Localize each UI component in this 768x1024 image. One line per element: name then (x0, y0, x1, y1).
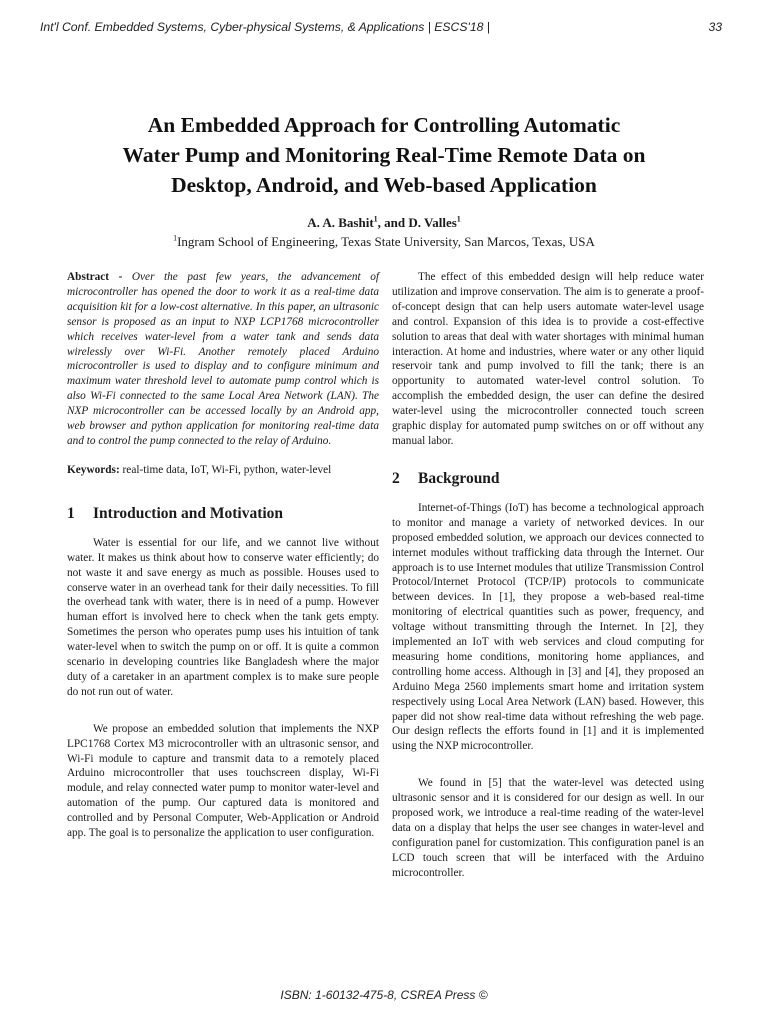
author-1: A. A. Bashit (307, 215, 374, 230)
section-1-number: 1 (67, 504, 75, 522)
abstract-text: Over the past few years, the advancement of microcontroller has opened the door to work it as a real-time data acquisition kit for a low-cost alternative. In this paper, an ultrasonic sensor is proposed as an input to NXP LCP1768 microcontroller which receives water-level from a water tank and sends data wirelessly over Wi-Fi. Another remotely placed Arduino microcontroller is used to display and to configure minimum and maximum water threshold level to automate pump control which is also Wi-Fi connected to the same Local Area Network (LAN). The NXP microcontroller can be accessed locally by an Android app, web browser and python application for monitoring real-time data and to control the pump connected to the relay of Arduino. (67, 271, 379, 447)
title-line-1: An Embedded Approach for Controlling Automatic (147, 113, 621, 137)
right-column (392, 270, 704, 881)
section-2-number: 2 (392, 469, 400, 487)
author-2: , and D. Valles (377, 215, 457, 230)
isbn-footer: ISBN: 1-60132-475-8, CSREA Press © (280, 988, 488, 1002)
keywords (67, 463, 379, 478)
title-line-3: Desktop, Android, and Web-based Application (171, 173, 597, 197)
keywords-label: Keywords: (67, 463, 120, 476)
intro-paragraph-3: The effect of this embedded design will help reduce water utilization and improve conservation. The aim is to generate a proof-of-concept design that can help users automate water-level usage and control. Expansion of this idea is to provide a cost-effective solution to areas that deal with water shortages with minimal human interaction. At home and industries, where water or any other liquid reservoir tank and pump involved to fill the tank; there is an opportunity to automated water-level control solution. To accomplish the embedded design, the user can define the desired water-level using the microcontroller connected touch screen graphic display for automated pump switches on or off without any manual labor. (392, 271, 704, 447)
intro-paragraph-1: Water is essential for our life, and we cannot live without water. It makes us think about how to conserve water efficiently; do not waste it and save energy as much as possible. Houses used to conserve water in an overhead tank for their daily necessities. To fill the overhead tank with water, there is in need of a pump. However human effort is involved here to check when the tank gets empty. Sometimes the person who operates pump uses his intuition of tank water-level when to switch the pump on or off. It is quite a common scenario in developing countries like Bangladesh where the major duty of a caretaker in an apartment complex is to make sure people do not run out of water. (67, 536, 379, 698)
background-paragraph-2: We found in [5] that the water-level was detected using ultrasonic sensor and it is considered for our design as well. In our proposed work, we introduce a real-time reading of the water-level data on a display that helps the user see changes in water-level and configuration panel for customization. This configuration panel is an LCD touch screen that will be interfaced with the Arduino microcontroller. (392, 777, 704, 879)
authors (40, 215, 728, 231)
section-1-title: Introduction and Motivation (93, 504, 284, 522)
abstract-label: Abstract - (67, 271, 123, 283)
section-1-heading (67, 504, 379, 524)
abstract (67, 270, 379, 449)
author-2-affil-mark: 1 (456, 214, 461, 224)
title-line-2: Water Pump and Monitoring Real-Time Remote Data on (122, 143, 646, 167)
section-2-heading (392, 469, 704, 489)
keywords-text: real-time data, IoT, Wi-Fi, python, water-level (119, 463, 332, 476)
paper-title (40, 110, 728, 200)
affiliation (40, 234, 728, 250)
conference-name: Int'l Conf. Embedded Systems, Cyber-physical Systems, & Applications | ESCS'18 | (40, 20, 490, 34)
affiliation-mark: 1 (173, 233, 178, 243)
left-column (67, 270, 379, 841)
affiliation-text: Ingram School of Engineering, Texas State University, San Marcos, Texas, USA (177, 234, 595, 249)
running-header (40, 18, 722, 38)
background-paragraph-1: Internet-of-Things (IoT) has become a technological approach to monitor and manage a variety of networked devices. In our proposed embedded solution, we approach our devices connected to internet modules without trafficking data through the Internet. Our approach is to use Internet modules that utilize Transmission Control Protocol/Internet Protocol (TCP/IP) protocols to communicate between devices. In [1], they propose a web-based real-time monitoring of electrical quantities such as power, frequency, and voltage without transmitting through the Internet. In [2], they implemented an IoT with web services and cloud computing for measuring home conditions, monitoring home appliances, and controlling home access. Although in [3] and [4], they proposed an Arduino Mega 2560 implements smart home and irritation system respectively using Local Area Network (LAN) based. However, this paper did not show real-time data without refreshing the web page. Our design reflects the efforts found in [1] and it is implemented using the NXP microcontroller. (392, 501, 704, 753)
author-1-affil-mark: 1 (373, 214, 378, 224)
page-number: 33 (708, 20, 722, 34)
section-2-title: Background (418, 469, 500, 487)
intro-paragraph-2: We propose an embedded solution that implements the NXP LPC1768 Cortex M3 microcontroller with an ultrasonic sensor, and Wi-Fi module to capture and transmit data to a remotely placed Arduino microcontroller that uses touchscreen display, Wi-Fi module, and relay connected water pump to monitor water-level and automation of the pump. Our captured data is monitored and controlled and by Personal Computer, Web-Application or Android app. The goal is to personalize the application to user configuration. (67, 722, 379, 840)
